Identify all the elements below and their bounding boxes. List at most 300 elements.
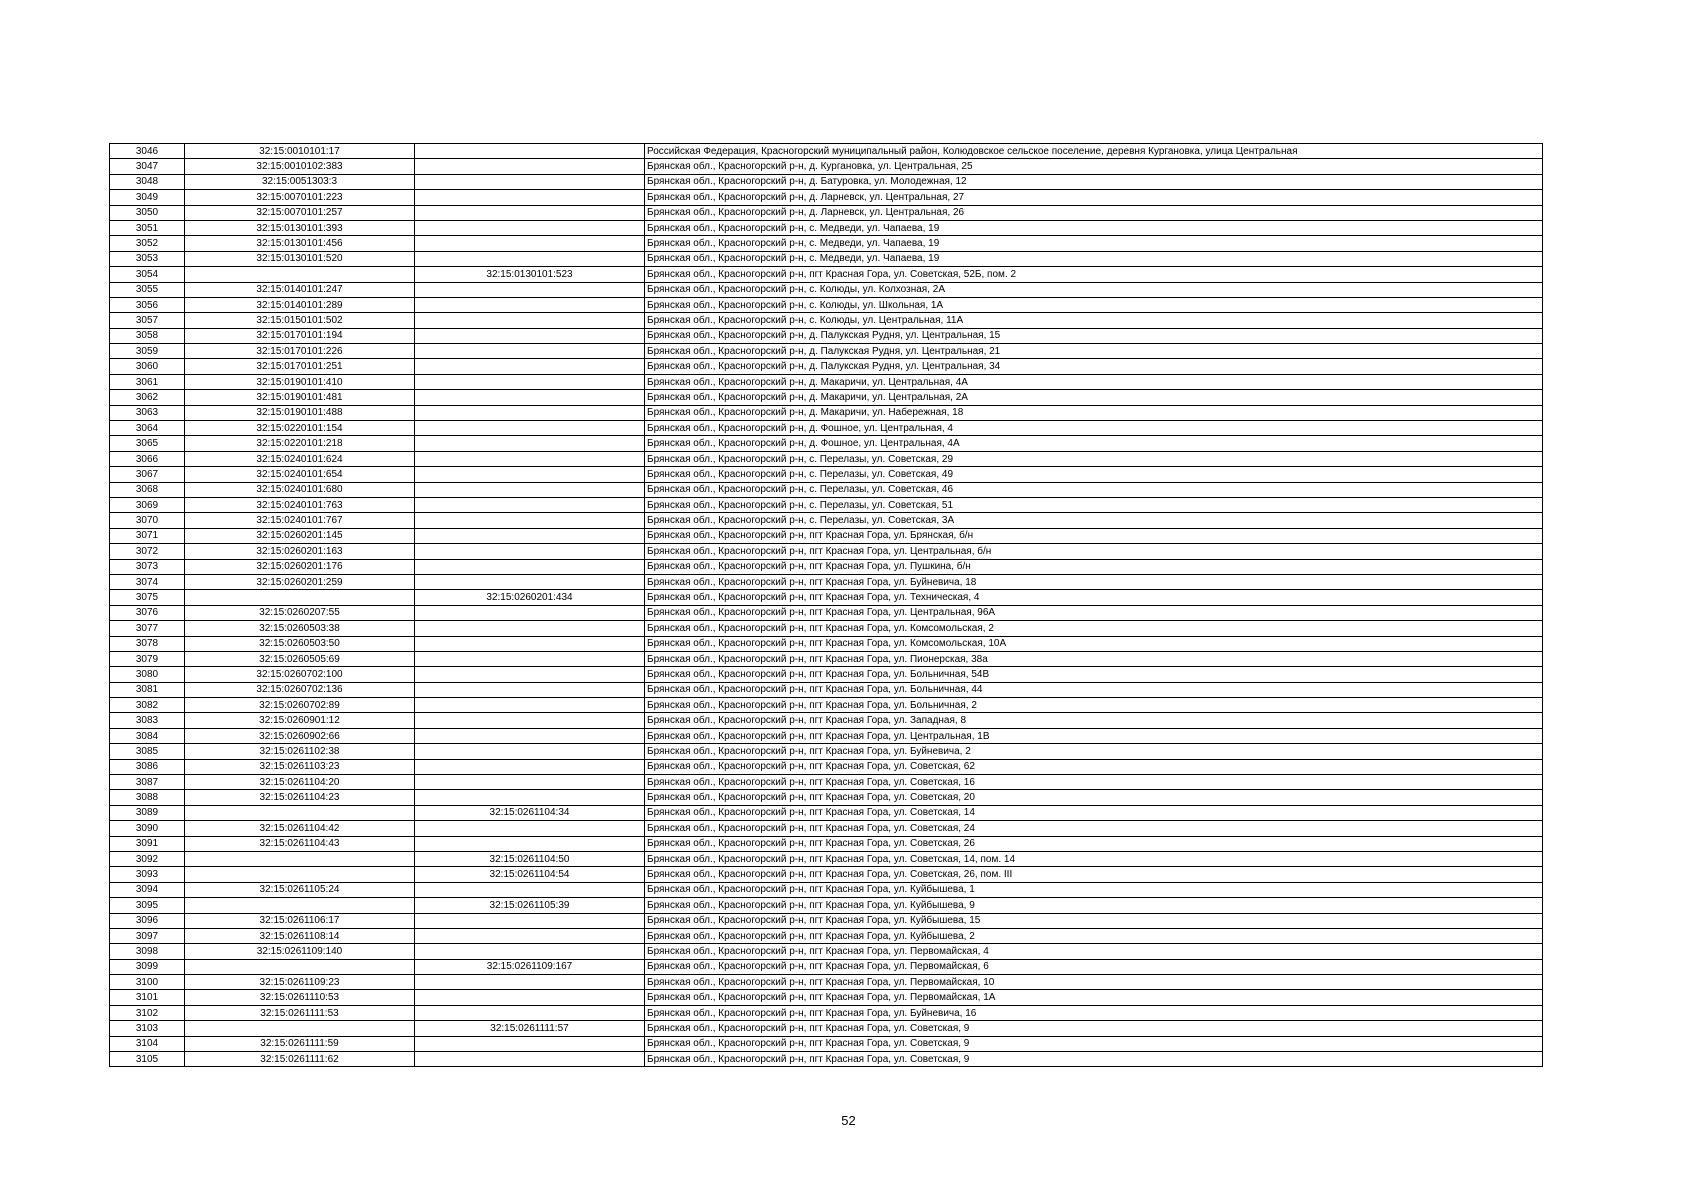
cadastral-number-alt-cell	[415, 621, 645, 636]
address-cell: Российская Федерация, Красногорский муниципальный район, Колюдовское сельское поселение, деревня Кургановка, улица Центральная	[645, 144, 1543, 159]
row-number-cell: 3099	[110, 959, 185, 974]
table-row	[110, 1036, 1543, 1051]
table-row	[110, 436, 1543, 451]
cadastral-number-alt-cell	[415, 144, 645, 159]
cadastral-number-alt-cell: 32:15:0261109:167	[415, 959, 645, 974]
cadastral-number-cell: 32:15:0240101:654	[185, 467, 415, 482]
address-cell: Брянская обл., Красногорский р-н, пгт Красная Гора, ул. Куйбышева, 2	[645, 928, 1543, 943]
cadastral-number-alt-cell	[415, 821, 645, 836]
cadastral-number-cell: 32:15:0260702:136	[185, 682, 415, 697]
cadastral-number-alt-cell	[415, 174, 645, 189]
row-number-cell: 3081	[110, 682, 185, 697]
table-row	[110, 898, 1543, 913]
cadastral-number-alt-cell	[415, 313, 645, 328]
address-cell: Брянская обл., Красногорский р-н, с. Колюды, ул. Колхозная, 2А	[645, 282, 1543, 297]
cadastral-number-alt-cell	[415, 698, 645, 713]
address-cell: Брянская обл., Красногорский р-н, с. Колюды, ул. Центральная, 11А	[645, 313, 1543, 328]
address-cell: Брянская обл., Красногорский р-н, пгт Красная Гора, ул. Буйневича, 18	[645, 574, 1543, 589]
cadastral-number-alt-cell	[415, 636, 645, 651]
cadastral-number-cell: 32:15:0261111:62	[185, 1052, 415, 1067]
row-number-cell: 3085	[110, 744, 185, 759]
address-cell: Брянская обл., Красногорский р-н, пгт Красная Гора, ул. Комсомольская, 2	[645, 621, 1543, 636]
page-number: 52	[841, 1113, 856, 1128]
cadastral-number-cell	[185, 805, 415, 820]
row-number-cell: 3101	[110, 990, 185, 1005]
row-number-cell: 3058	[110, 328, 185, 343]
address-cell: Брянская обл., Красногорский р-н, пгт Красная Гора, ул. Пионерская, 38а	[645, 651, 1543, 666]
address-cell: Брянская обл., Красногорский р-н, д. Макаричи, ул. Центральная, 4А	[645, 374, 1543, 389]
address-cell: Брянская обл., Красногорский р-н, пгт Красная Гора, ул. Советская, 9	[645, 1036, 1543, 1051]
table-row	[110, 282, 1543, 297]
cadastral-number-cell: 32:15:0261109:140	[185, 944, 415, 959]
table-row	[110, 959, 1543, 974]
cadastral-number-cell: 32:15:0260505:69	[185, 651, 415, 666]
row-number-cell: 3090	[110, 821, 185, 836]
address-cell: Брянская обл., Красногорский р-н, с. Колюды, ул. Школьная, 1А	[645, 297, 1543, 312]
row-number-cell: 3074	[110, 574, 185, 589]
table-row	[110, 220, 1543, 235]
table-row	[110, 190, 1543, 205]
cadastral-number-cell: 32:15:0261109:23	[185, 975, 415, 990]
cadastral-number-alt-cell: 32:15:0261104:50	[415, 851, 645, 866]
cadastral-number-cell	[185, 898, 415, 913]
row-number-cell: 3065	[110, 436, 185, 451]
row-number-cell: 3047	[110, 159, 185, 174]
address-cell: Брянская обл., Красногорский р-н, с. Медведи, ул. Чапаева, 19	[645, 251, 1543, 266]
cadastral-number-cell: 32:15:0261106:17	[185, 913, 415, 928]
cadastral-number-cell	[185, 851, 415, 866]
cadastral-number-cell: 32:15:0261102:38	[185, 744, 415, 759]
address-cell: Брянская обл., Красногорский р-н, пгт Красная Гора, ул. Советская, 52Б, пом. 2	[645, 267, 1543, 282]
cadastral-number-cell: 32:15:0170101:194	[185, 328, 415, 343]
row-number-cell: 3069	[110, 497, 185, 512]
cadastral-number-alt-cell	[415, 574, 645, 589]
table-row	[110, 482, 1543, 497]
address-cell: Брянская обл., Красногорский р-н, пгт Красная Гора, ул. Советская, 9	[645, 1052, 1543, 1067]
cadastral-number-alt-cell	[415, 944, 645, 959]
row-number-cell: 3046	[110, 144, 185, 159]
cadastral-number-cell: 32:15:0010102:383	[185, 159, 415, 174]
address-cell: Брянская обл., Красногорский р-н, д. Фошное, ул. Центральная, 4	[645, 421, 1543, 436]
cadastral-number-cell: 32:15:0260207:55	[185, 605, 415, 620]
table-row	[110, 975, 1543, 990]
row-number-cell: 3072	[110, 544, 185, 559]
row-number-cell: 3055	[110, 282, 185, 297]
row-number-cell: 3083	[110, 713, 185, 728]
address-cell: Брянская обл., Красногорский р-н, д. Фошное, ул. Центральная, 4А	[645, 436, 1543, 451]
address-cell: Брянская обл., Красногорский р-н, пгт Красная Гора, ул. Советская, 14	[645, 805, 1543, 820]
address-cell: Брянская обл., Красногорский р-н, пгт Красная Гора, ул. Больничная, 54В	[645, 667, 1543, 682]
table-row	[110, 805, 1543, 820]
cadastral-number-cell: 32:15:0240101:680	[185, 482, 415, 497]
cadastral-number-cell: 32:15:0220101:154	[185, 421, 415, 436]
cadastral-number-cell: 32:15:0170101:251	[185, 359, 415, 374]
address-cell: Брянская обл., Красногорский р-н, пгт Красная Гора, ул. Куйбышева, 9	[645, 898, 1543, 913]
row-number-cell: 3104	[110, 1036, 185, 1051]
row-number-cell: 3050	[110, 205, 185, 220]
cadastral-number-alt-cell	[415, 220, 645, 235]
row-number-cell: 3068	[110, 482, 185, 497]
cadastral-number-cell: 32:15:0261105:24	[185, 882, 415, 897]
cadastral-number-cell: 32:15:0130101:393	[185, 220, 415, 235]
table-row	[110, 928, 1543, 943]
cadastral-number-alt-cell	[415, 159, 645, 174]
registry-table	[109, 143, 1543, 1067]
cadastral-number-cell: 32:15:0260201:163	[185, 544, 415, 559]
address-cell: Брянская обл., Красногорский р-н, с. Перелазы, ул. Советская, 51	[645, 497, 1543, 512]
cadastral-number-alt-cell	[415, 975, 645, 990]
address-cell: Брянская обл., Красногорский р-н, с. Перелазы, ул. Советская, 46	[645, 482, 1543, 497]
row-number-cell: 3093	[110, 867, 185, 882]
address-cell: Брянская обл., Красногорский р-н, пгт Красная Гора, ул. Буйневича, 2	[645, 744, 1543, 759]
address-cell: Брянская обл., Красногорский р-н, пгт Красная Гора, ул. Первомайская, 1А	[645, 990, 1543, 1005]
cadastral-number-alt-cell	[415, 667, 645, 682]
row-number-cell: 3102	[110, 1005, 185, 1020]
address-cell: Брянская обл., Красногорский р-н, д. Палукская Рудня, ул. Центральная, 21	[645, 344, 1543, 359]
row-number-cell: 3079	[110, 651, 185, 666]
row-number-cell: 3067	[110, 467, 185, 482]
row-number-cell: 3097	[110, 928, 185, 943]
cadastral-number-alt-cell: 32:15:0130101:523	[415, 267, 645, 282]
table-row	[110, 1021, 1543, 1036]
table-row	[110, 574, 1543, 589]
cadastral-number-alt-cell	[415, 482, 645, 497]
table-row	[110, 267, 1543, 282]
row-number-cell: 3105	[110, 1052, 185, 1067]
cadastral-number-alt-cell	[415, 913, 645, 928]
address-cell: Брянская обл., Красногорский р-н, д. Ларневск, ул. Центральная, 27	[645, 190, 1543, 205]
cadastral-number-alt-cell	[415, 436, 645, 451]
table-row	[110, 328, 1543, 343]
row-number-cell: 3096	[110, 913, 185, 928]
table-row	[110, 205, 1543, 220]
cadastral-number-cell: 32:15:0130101:520	[185, 251, 415, 266]
cadastral-number-alt-cell	[415, 882, 645, 897]
row-number-cell: 3051	[110, 220, 185, 235]
cadastral-number-cell: 32:15:0070101:257	[185, 205, 415, 220]
table-row	[110, 236, 1543, 251]
row-number-cell: 3070	[110, 513, 185, 528]
row-number-cell: 3103	[110, 1021, 185, 1036]
table-row	[110, 821, 1543, 836]
row-number-cell: 3049	[110, 190, 185, 205]
cadastral-number-alt-cell	[415, 990, 645, 1005]
address-cell: Брянская обл., Красногорский р-н, д. Макаричи, ул. Центральная, 2А	[645, 390, 1543, 405]
table-row	[110, 913, 1543, 928]
cadastral-number-alt-cell	[415, 605, 645, 620]
cadastral-number-cell: 32:15:0260901:12	[185, 713, 415, 728]
cadastral-number-cell	[185, 590, 415, 605]
cadastral-number-cell: 32:15:0190101:481	[185, 390, 415, 405]
address-cell: Брянская обл., Красногорский р-н, с. Перелазы, ул. Советская, 49	[645, 467, 1543, 482]
cadastral-number-alt-cell: 32:15:0260201:434	[415, 590, 645, 605]
table-row	[110, 359, 1543, 374]
cadastral-number-alt-cell	[415, 205, 645, 220]
table-row	[110, 636, 1543, 651]
address-cell: Брянская обл., Красногорский р-н, пгт Красная Гора, ул. Советская, 26, пом. III	[645, 867, 1543, 882]
address-cell: Брянская обл., Красногорский р-н, пгт Красная Гора, ул. Пушкина, б/н	[645, 559, 1543, 574]
address-cell: Брянская обл., Красногорский р-н, д. Палукская Рудня, ул. Центральная, 34	[645, 359, 1543, 374]
row-number-cell: 3054	[110, 267, 185, 282]
table-row	[110, 405, 1543, 420]
address-cell: Брянская обл., Красногорский р-н, пгт Красная Гора, ул. Центральная, 1В	[645, 728, 1543, 743]
cadastral-number-alt-cell	[415, 790, 645, 805]
table-row	[110, 713, 1543, 728]
cadastral-number-cell: 32:15:0261104:20	[185, 775, 415, 790]
table-row	[110, 159, 1543, 174]
cadastral-number-cell: 32:15:0240101:624	[185, 451, 415, 466]
cadastral-number-alt-cell	[415, 559, 645, 574]
cadastral-number-alt-cell	[415, 836, 645, 851]
address-cell: Брянская обл., Красногорский р-н, д. Батуровка, ул. Молодежная, 12	[645, 174, 1543, 189]
registry-table-body	[110, 144, 1543, 1067]
cadastral-number-alt-cell	[415, 467, 645, 482]
cadastral-number-alt-cell	[415, 390, 645, 405]
row-number-cell: 3048	[110, 174, 185, 189]
address-cell: Брянская обл., Красногорский р-н, пгт Красная Гора, ул. Первомайская, 10	[645, 975, 1543, 990]
address-cell: Брянская обл., Красногорский р-н, пгт Красная Гора, ул. Больничная, 2	[645, 698, 1543, 713]
cadastral-number-alt-cell	[415, 513, 645, 528]
cadastral-number-cell	[185, 867, 415, 882]
row-number-cell: 3095	[110, 898, 185, 913]
cadastral-number-alt-cell	[415, 1036, 645, 1051]
table-row	[110, 451, 1543, 466]
cadastral-number-cell: 32:15:0260902:66	[185, 728, 415, 743]
cadastral-number-alt-cell	[415, 544, 645, 559]
cadastral-number-cell: 32:15:0220101:218	[185, 436, 415, 451]
cadastral-number-cell: 32:15:0261108:14	[185, 928, 415, 943]
address-cell: Брянская обл., Красногорский р-н, пгт Красная Гора, ул. Советская, 16	[645, 775, 1543, 790]
cadastral-number-cell: 32:15:0261104:23	[185, 790, 415, 805]
address-cell: Брянская обл., Красногорский р-н, с. Перелазы, ул. Советская, 3А	[645, 513, 1543, 528]
cadastral-number-alt-cell	[415, 405, 645, 420]
row-number-cell: 3056	[110, 297, 185, 312]
address-cell: Брянская обл., Красногорский р-н, пгт Красная Гора, ул. Техническая, 4	[645, 590, 1543, 605]
cadastral-number-alt-cell	[415, 236, 645, 251]
cadastral-number-alt-cell	[415, 528, 645, 543]
cadastral-number-cell: 32:15:0260201:176	[185, 559, 415, 574]
table-row	[110, 513, 1543, 528]
row-number-cell: 3094	[110, 882, 185, 897]
table-row	[110, 174, 1543, 189]
cadastral-number-cell: 32:15:0240101:767	[185, 513, 415, 528]
address-cell: Брянская обл., Красногорский р-н, д. Макаричи, ул. Набережная, 18	[645, 405, 1543, 420]
address-cell: Брянская обл., Красногорский р-н, пгт Красная Гора, ул. Советская, 14, пом. 14	[645, 851, 1543, 866]
row-number-cell: 3098	[110, 944, 185, 959]
cadastral-number-cell: 32:15:0140101:289	[185, 297, 415, 312]
cadastral-number-alt-cell	[415, 282, 645, 297]
row-number-cell: 3052	[110, 236, 185, 251]
table-row	[110, 682, 1543, 697]
cadastral-number-cell: 32:15:0260503:50	[185, 636, 415, 651]
table-row	[110, 728, 1543, 743]
address-cell: Брянская обл., Красногорский р-н, пгт Красная Гора, ул. Центральная, б/н	[645, 544, 1543, 559]
cadastral-number-alt-cell	[415, 451, 645, 466]
cadastral-number-alt-cell: 32:15:0261105:39	[415, 898, 645, 913]
cadastral-number-cell: 32:15:0261104:43	[185, 836, 415, 851]
cadastral-number-alt-cell	[415, 251, 645, 266]
row-number-cell: 3062	[110, 390, 185, 405]
cadastral-number-cell: 32:15:0010101:17	[185, 144, 415, 159]
row-number-cell: 3087	[110, 775, 185, 790]
cadastral-number-cell: 32:15:0260503:38	[185, 621, 415, 636]
row-number-cell: 3063	[110, 405, 185, 420]
cadastral-number-cell: 32:15:0170101:226	[185, 344, 415, 359]
table-row	[110, 1005, 1543, 1020]
address-cell: Брянская обл., Красногорский р-н, пгт Красная Гора, ул. Советская, 24	[645, 821, 1543, 836]
address-cell: Брянская обл., Красногорский р-н, пгт Красная Гора, ул. Советская, 62	[645, 759, 1543, 774]
table-row	[110, 621, 1543, 636]
cadastral-number-alt-cell	[415, 421, 645, 436]
cadastral-number-cell: 32:15:0240101:763	[185, 497, 415, 512]
row-number-cell: 3089	[110, 805, 185, 820]
cadastral-number-alt-cell	[415, 359, 645, 374]
address-cell: Брянская обл., Красногорский р-н, д. Ларневск, ул. Центральная, 26	[645, 205, 1543, 220]
cadastral-number-cell: 32:15:0260702:100	[185, 667, 415, 682]
table-row	[110, 374, 1543, 389]
cadastral-number-alt-cell	[415, 297, 645, 312]
table-row	[110, 667, 1543, 682]
row-number-cell: 3064	[110, 421, 185, 436]
row-number-cell: 3077	[110, 621, 185, 636]
cadastral-number-cell: 32:15:0261103:23	[185, 759, 415, 774]
cadastral-number-alt-cell	[415, 1005, 645, 1020]
row-number-cell: 3091	[110, 836, 185, 851]
cadastral-number-cell: 32:15:0261111:53	[185, 1005, 415, 1020]
cadastral-number-cell: 32:15:0261110:53	[185, 990, 415, 1005]
row-number-cell: 3060	[110, 359, 185, 374]
row-number-cell: 3084	[110, 728, 185, 743]
row-number-cell: 3088	[110, 790, 185, 805]
table-row	[110, 251, 1543, 266]
address-cell: Брянская обл., Красногорский р-н, д. Кургановка, ул. Центральная, 25	[645, 159, 1543, 174]
table-row	[110, 1052, 1543, 1067]
table-row	[110, 144, 1543, 159]
cadastral-number-cell: 32:15:0190101:488	[185, 405, 415, 420]
table-row	[110, 944, 1543, 959]
table-row	[110, 882, 1543, 897]
address-cell: Брянская обл., Красногорский р-н, пгт Красная Гора, ул. Первомайская, 4	[645, 944, 1543, 959]
address-cell: Брянская обл., Красногорский р-н, пгт Красная Гора, ул. Западная, 8	[645, 713, 1543, 728]
table-row	[110, 744, 1543, 759]
table-row	[110, 544, 1543, 559]
table-row	[110, 851, 1543, 866]
row-number-cell: 3100	[110, 975, 185, 990]
cadastral-number-alt-cell	[415, 928, 645, 943]
table-row	[110, 313, 1543, 328]
cadastral-number-cell: 32:15:0140101:247	[185, 282, 415, 297]
address-cell: Брянская обл., Красногорский р-н, пгт Красная Гора, ул. Брянская, б/н	[645, 528, 1543, 543]
row-number-cell: 3061	[110, 374, 185, 389]
address-cell: Брянская обл., Красногорский р-н, пгт Красная Гора, ул. Больничная, 44	[645, 682, 1543, 697]
address-cell: Брянская обл., Красногорский р-н, пгт Красная Гора, ул. Советская, 9	[645, 1021, 1543, 1036]
row-number-cell: 3053	[110, 251, 185, 266]
row-number-cell: 3076	[110, 605, 185, 620]
table-row	[110, 528, 1543, 543]
address-cell: Брянская обл., Красногорский р-н, пгт Красная Гора, ул. Куйбышева, 1	[645, 882, 1543, 897]
table-row	[110, 990, 1543, 1005]
table-row	[110, 421, 1543, 436]
cadastral-number-cell: 32:15:0190101:410	[185, 374, 415, 389]
cadastral-number-alt-cell	[415, 344, 645, 359]
cadastral-number-cell: 32:15:0260201:259	[185, 574, 415, 589]
row-number-cell: 3092	[110, 851, 185, 866]
cadastral-number-alt-cell	[415, 190, 645, 205]
cadastral-number-cell: 32:15:0260201:145	[185, 528, 415, 543]
cadastral-number-alt-cell	[415, 1052, 645, 1067]
table-row	[110, 605, 1543, 620]
row-number-cell: 3080	[110, 667, 185, 682]
table-row	[110, 775, 1543, 790]
cadastral-number-alt-cell	[415, 744, 645, 759]
cadastral-number-alt-cell: 32:15:0261111:57	[415, 1021, 645, 1036]
cadastral-number-alt-cell	[415, 651, 645, 666]
cadastral-number-alt-cell	[415, 728, 645, 743]
address-cell: Брянская обл., Красногорский р-н, пгт Красная Гора, ул. Буйневича, 16	[645, 1005, 1543, 1020]
cadastral-number-cell	[185, 1021, 415, 1036]
cadastral-number-cell: 32:15:0150101:502	[185, 313, 415, 328]
cadastral-number-alt-cell	[415, 759, 645, 774]
table-row	[110, 698, 1543, 713]
cadastral-number-cell: 32:15:0070101:223	[185, 190, 415, 205]
row-number-cell: 3066	[110, 451, 185, 466]
row-number-cell: 3071	[110, 528, 185, 543]
cadastral-number-alt-cell: 32:15:0261104:34	[415, 805, 645, 820]
row-number-cell: 3057	[110, 313, 185, 328]
cadastral-number-alt-cell	[415, 775, 645, 790]
table-row	[110, 390, 1543, 405]
cadastral-number-cell: 32:15:0130101:456	[185, 236, 415, 251]
cadastral-number-cell	[185, 959, 415, 974]
table-row	[110, 759, 1543, 774]
row-number-cell: 3059	[110, 344, 185, 359]
row-number-cell: 3073	[110, 559, 185, 574]
address-cell: Брянская обл., Красногорский р-н, д. Палукская Рудня, ул. Центральная, 15	[645, 328, 1543, 343]
cadastral-number-cell: 32:15:0261111:59	[185, 1036, 415, 1051]
cadastral-number-cell: 32:15:0051303:3	[185, 174, 415, 189]
table-row	[110, 497, 1543, 512]
cadastral-number-alt-cell	[415, 374, 645, 389]
address-cell: Брянская обл., Красногорский р-н, с. Медведи, ул. Чапаева, 19	[645, 236, 1543, 251]
table-row	[110, 590, 1543, 605]
table-row	[110, 297, 1543, 312]
cadastral-number-alt-cell	[415, 497, 645, 512]
table-row	[110, 790, 1543, 805]
address-cell: Брянская обл., Красногорский р-н, пгт Красная Гора, ул. Советская, 26	[645, 836, 1543, 851]
row-number-cell: 3086	[110, 759, 185, 774]
table-row	[110, 467, 1543, 482]
cadastral-number-alt-cell: 32:15:0261104:54	[415, 867, 645, 882]
cadastral-number-alt-cell	[415, 682, 645, 697]
cadastral-number-alt-cell	[415, 713, 645, 728]
address-cell: Брянская обл., Красногорский р-н, пгт Красная Гора, ул. Комсомольская, 10А	[645, 636, 1543, 651]
table-row	[110, 559, 1543, 574]
table-row	[110, 836, 1543, 851]
cadastral-number-alt-cell	[415, 328, 645, 343]
address-cell: Брянская обл., Красногорский р-н, пгт Красная Гора, ул. Советская, 20	[645, 790, 1543, 805]
row-number-cell: 3078	[110, 636, 185, 651]
cadastral-number-cell	[185, 267, 415, 282]
address-cell: Брянская обл., Красногорский р-н, пгт Красная Гора, ул. Центральная, 96А	[645, 605, 1543, 620]
address-cell: Брянская обл., Красногорский р-н, пгт Красная Гора, ул. Куйбышева, 15	[645, 913, 1543, 928]
address-cell: Брянская обл., Красногорский р-н, с. Перелазы, ул. Советская, 29	[645, 451, 1543, 466]
row-number-cell: 3082	[110, 698, 185, 713]
table-row	[110, 344, 1543, 359]
table-row	[110, 867, 1543, 882]
address-cell: Брянская обл., Красногорский р-н, пгт Красная Гора, ул. Первомайская, 6	[645, 959, 1543, 974]
row-number-cell: 3075	[110, 590, 185, 605]
table-row	[110, 651, 1543, 666]
